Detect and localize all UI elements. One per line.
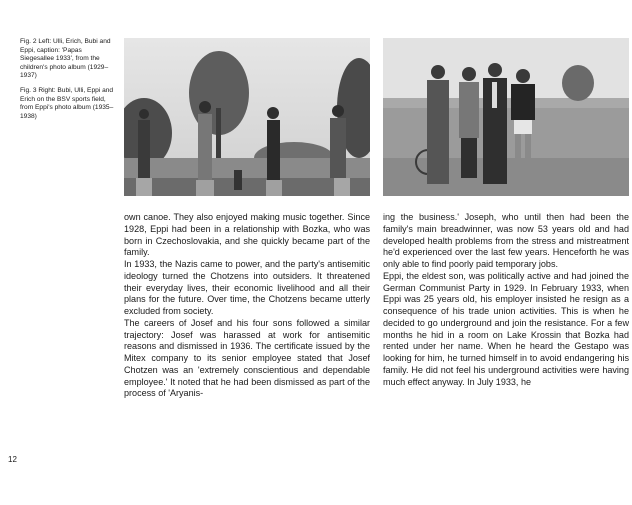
photo-sports-field-image <box>383 38 629 196</box>
body-text-left-column <box>124 212 370 452</box>
caption-fig-3: Fig. 3 Right: Bubi, Ulli, Eppi and Erich on the BSV sports field, from Eppi's photo album (1935–1938) <box>20 86 114 120</box>
figure-captions <box>20 38 116 127</box>
paragraph: The careers of Josef and his four sons followed a similar trajectory: Josef was harassed at work for antisemitic reasons and dismissed in 1936. The certificate issued by the Mitex company to its senior employee stated that Josef Chotzen was an 'extremely conscientious and dependable employee.' It noted that he had been dismissed as part of the process of 'Aryanis- <box>124 317 370 399</box>
photo-sports-field <box>383 38 629 196</box>
paragraph: In 1933, the Nazis came to power, and the party's antisemitic ideology turned the Chotzens into outsiders. It threatened their everyday lives, their economic livelihood and all their plans for the future. Over time, the Chotzens became utterly excluded from society. <box>124 259 370 316</box>
paragraph: Eppi, the eldest son, was politically active and had joined the German Communist Party in 1929. In February 1933, when Eppi was 25 years old, his employer insisted he resign as a consequence of his trade union activities. This is when he decided to go underground and join the resistance. For a few months he hid in a room on Lake Krossin that Bozka had rented under her name. When he heard the Gestapo was looking for him, he turned himself in to avoid endangering his family. He did not feel his underground activities were having much effect anyway. In July 1933, he <box>383 270 629 387</box>
caption-fig-2: Fig. 2 Left: Ulli, Erich, Bubi and Eppi, caption: 'Papas Siegesallee 1933', from the children's photo album (1929–1937) <box>20 38 111 80</box>
paragraph: ing the business.' Joseph, who until then had been the family's main breadwinner, was now 53 years old and had developed health problems from the stress and mistreatment he'd experienced over the last few years. Henceforth he was only able to find poorly paid temporary jobs. <box>383 212 629 269</box>
photo-siegesallee-image <box>124 38 370 196</box>
page-number: 12 <box>8 455 17 464</box>
paragraph: own canoe. They also enjoyed making music together. Since 1928, Eppi had been in a relationship with Bozka, who was born in Czechoslovakia, and she quickly became part of the family. <box>124 212 370 258</box>
body-text-right-column <box>383 212 629 452</box>
photo-siegesallee <box>124 38 370 196</box>
